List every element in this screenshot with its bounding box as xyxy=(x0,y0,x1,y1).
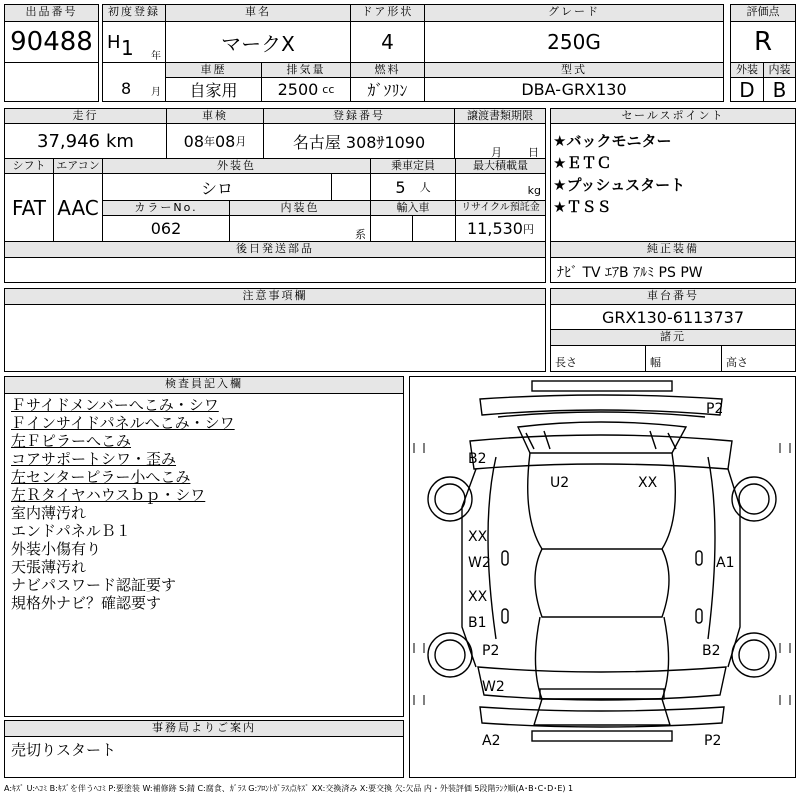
later-value xyxy=(4,257,546,283)
ac-label: エアコン xyxy=(53,158,103,174)
diagram-mark: U2 xyxy=(550,475,570,491)
transfer-month: 月 xyxy=(491,146,502,159)
load-box xyxy=(455,173,546,201)
selling-item: ★プッシュスタート xyxy=(553,176,686,194)
selling-item: ★ＴＳＳ xyxy=(553,198,612,216)
intcolor-box xyxy=(229,215,371,242)
disp-box xyxy=(261,77,351,102)
diagram-mark: A1 xyxy=(716,555,735,571)
fuel-value: ｶﾞｿﾘﾝ xyxy=(350,77,425,102)
lot-blank xyxy=(4,62,99,102)
transfer-label: 譲渡書類期限 xyxy=(454,108,546,124)
dim-width: 幅 xyxy=(645,345,722,372)
inspector-notes xyxy=(4,393,404,717)
selling-label: セールスポイント xyxy=(550,108,796,124)
diagram-mark: XX xyxy=(468,589,488,605)
selling-points xyxy=(550,123,796,242)
inspector-line: 左Ｆピラーへこみ xyxy=(11,432,132,450)
notes-value xyxy=(4,304,546,372)
colorno-value: 062 xyxy=(102,215,230,242)
inspector-line: 外装小傷有り xyxy=(11,540,102,558)
transfer-day: 日 xyxy=(528,146,539,159)
import-box-a xyxy=(370,215,413,242)
load-label: 最大積載量 xyxy=(455,158,546,174)
inspector-line: 天張薄汚れ xyxy=(11,558,87,576)
dim-height: 高さ xyxy=(721,345,796,372)
door-label: ドア形状 xyxy=(350,4,425,22)
int-grade: B xyxy=(763,77,796,102)
inspect-label: 車検 xyxy=(166,108,264,124)
reg-month: 8 xyxy=(121,79,132,98)
first-reg-label: 初度登録 xyxy=(102,4,166,22)
int-label: 内装 xyxy=(763,62,796,78)
car-name-label: 車名 xyxy=(165,4,351,22)
shift-label: シフト xyxy=(4,158,54,174)
mileage-label: 走行 xyxy=(4,108,167,124)
disp-unit: cc xyxy=(322,83,335,96)
diagram-mark: B2 xyxy=(468,451,487,467)
plate-label: 登録番号 xyxy=(263,108,455,124)
year-unit: 年 xyxy=(151,51,161,62)
diagram-mark: P2 xyxy=(482,643,500,659)
history-label: 車歴 xyxy=(165,62,262,78)
car-diagram xyxy=(409,376,796,778)
inspector-line: ナビパスワード認証要す xyxy=(11,576,177,594)
car-name: マークX xyxy=(165,21,351,63)
later-label: 後日発送部品 xyxy=(4,241,546,258)
lot-number: 90488 xyxy=(4,21,99,63)
color-value: シロ xyxy=(102,173,332,201)
seats-value: 5 xyxy=(395,177,406,197)
diagram-mark: P2 xyxy=(704,733,722,749)
disp-value: 2500 xyxy=(277,80,319,99)
intcolor-label: 内装色 xyxy=(229,200,371,216)
seats-unit: 人 xyxy=(419,181,431,194)
ext-label: 外装 xyxy=(730,62,764,78)
diagram-mark: W2 xyxy=(482,679,505,695)
lot-label: 出品番号 xyxy=(4,4,99,22)
import-label: 輸入車 xyxy=(370,200,456,216)
chassis-label: 車台番号 xyxy=(550,288,796,305)
seats-label: 乗車定員 xyxy=(370,158,456,174)
diagram-mark: W2 xyxy=(468,555,491,571)
grade-label: グレード xyxy=(424,4,724,22)
office-value: 売切りスタート xyxy=(4,736,404,778)
office-label: 事務局よりご案内 xyxy=(4,720,404,737)
load-unit: kg xyxy=(527,184,541,197)
dim-length: 長さ xyxy=(550,345,646,372)
notes-label: 注意事項欄 xyxy=(4,288,546,305)
recycle-label: リサイクル預託金 xyxy=(455,200,546,216)
score-value: R xyxy=(730,21,796,63)
first-reg-month-box xyxy=(102,62,166,102)
colorno-label: カラーNo. xyxy=(102,200,230,216)
selling-item: ★ＥＴＣ xyxy=(553,154,612,172)
equipment-label: 純正装備 xyxy=(550,241,796,258)
inspector-line: Ｆサイドメンバーへこみ・シワ xyxy=(11,396,219,414)
inspector-line: コアサポートシワ・歪み xyxy=(11,450,177,468)
diagram-mark: B2 xyxy=(702,643,721,659)
ext-grade: D xyxy=(730,77,764,102)
inspect-box xyxy=(166,123,264,159)
diagram-mark: XX xyxy=(468,529,488,545)
inspect-year-unit: 年 xyxy=(204,135,215,148)
inspect-month: 08 xyxy=(215,131,236,151)
import-box-b xyxy=(412,215,456,242)
inspect-year: 08 xyxy=(183,131,204,151)
inspector-line: 左センターピラー小へこみ xyxy=(11,468,191,486)
recycle-value: 11,530 xyxy=(467,219,523,238)
plate-value: 名古屋 308ｻ1090 xyxy=(263,123,455,159)
inspector-line: エンドパネルＢ１ xyxy=(11,522,131,540)
equipment-value: ﾅﾋﾞ TV ｴｱB ｱﾙﾐ PS PW xyxy=(550,257,796,283)
door-value: 4 xyxy=(350,21,425,63)
inspect-month-unit: 月 xyxy=(235,135,247,148)
grade-value: 250G xyxy=(424,21,724,63)
mileage-unit: km xyxy=(106,130,134,152)
diagram-mark: P2 xyxy=(706,401,724,417)
transfer-box xyxy=(454,123,546,159)
recycle-unit: 円 xyxy=(522,222,534,236)
color-extra xyxy=(331,173,371,201)
history-value: 自家用 xyxy=(165,77,262,102)
dims-label: 諸元 xyxy=(550,329,796,346)
diagram-mark: B1 xyxy=(468,615,487,631)
reg-year: 1 xyxy=(121,36,134,60)
disp-label: 排気量 xyxy=(261,62,351,78)
fuel-label: 燃料 xyxy=(350,62,425,78)
selling-item: ★バックモニター xyxy=(553,132,672,150)
score-label: 評価点 xyxy=(730,4,796,22)
model-value: DBA-GRX130 xyxy=(424,77,724,102)
diagram-mark: XX xyxy=(638,475,658,491)
month-unit: 月 xyxy=(151,87,161,98)
inspector-line: Ｆインサイドパネルへこみ・シワ xyxy=(11,414,235,432)
diagram-mark: A2 xyxy=(482,733,501,749)
inspector-label: 検査員記入欄 xyxy=(4,376,404,394)
inspector-line: 室内薄汚れ xyxy=(11,504,87,522)
ac-value: AAC xyxy=(53,173,103,242)
mileage-box xyxy=(4,123,167,159)
legend-text: A:ｷｽﾞ U:ﾍｺﾐ B:ｷｽﾞを伴うﾍｺﾐ P:要塗装 W:補修跡 S:錆 C:腐食、ｶﾞﾗｽ G:ﾌﾛﾝﾄｶﾞﾗｽ点ｷｽﾞ XX:交換済み X:要交換 欠:欠品 内・外装評価 5段階ﾗﾝｸ順(A･B･C･D･E) 1 xyxy=(4,784,574,793)
model-label: 型式 xyxy=(424,62,724,78)
era: H xyxy=(107,32,121,53)
inspector-line: 規格外ナビ？確認要す xyxy=(11,594,162,612)
color-label: 外装色 xyxy=(102,158,371,174)
intcolor-unit: 系 xyxy=(355,228,366,241)
shift-value: FAT xyxy=(4,173,54,242)
chassis-value: GRX130-6113737 xyxy=(550,304,796,330)
seats-box xyxy=(370,173,456,201)
recycle-box xyxy=(455,215,546,242)
car-diagram-drawing xyxy=(410,377,795,777)
mileage-value: 37,946 xyxy=(37,130,100,152)
inspector-line: 左Ｒタイヤハウスｂｐ・シワ xyxy=(11,486,206,504)
first-reg-box xyxy=(102,21,166,63)
